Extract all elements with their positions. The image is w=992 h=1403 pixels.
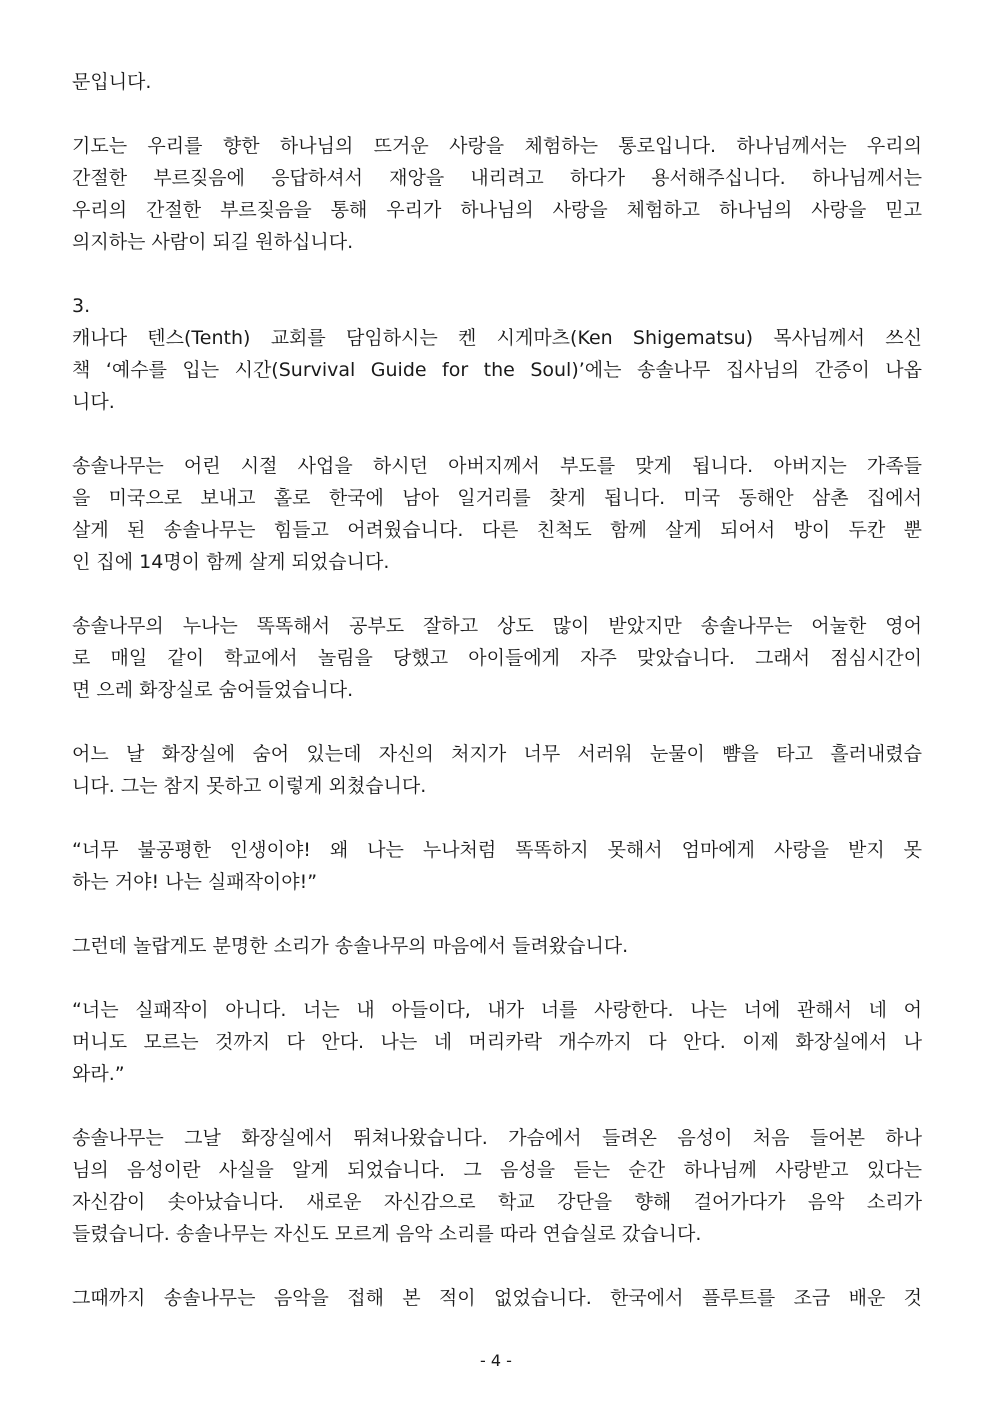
text-line: 면 으레 화장실로 숨어들었습니다. — [72, 679, 354, 701]
paragraph-gap — [72, 1090, 922, 1122]
text-line: 캐나다 텐스(Tenth) 교회를 담임하시는 켄 시게마츠(Ken Shigematsu) 목사님께서 쓰신 — [72, 327, 922, 349]
paragraph — [72, 130, 922, 258]
paragraph — [72, 834, 922, 898]
paragraph — [72, 1122, 922, 1250]
paragraph-gap — [72, 898, 922, 930]
paragraph-gap — [72, 962, 922, 994]
text-line: 송솔나무는 그날 화장실에서 뛰쳐나왔습니다. 가슴에서 들려온 음성이 처음 들어본 하나 — [72, 1127, 922, 1149]
text-line: 기도는 우리를 향한 하나님의 뜨거운 사랑을 체험하는 통로입니다. 하나님께서는 우리의 — [72, 135, 922, 157]
text-line: 그런데 놀랍게도 분명한 소리가 송솔나무의 마음에서 들려왔습니다. — [72, 935, 629, 957]
text-line: 니다. — [72, 391, 115, 413]
paragraph — [72, 1282, 922, 1314]
paragraph — [72, 738, 922, 802]
text-line: 의지하는 사람이 되길 원하십니다. — [72, 231, 354, 253]
document-body — [72, 66, 922, 1314]
text-line: 자신감이 솟아났습니다. 새로운 자신감으로 학교 강단을 향해 걸어가다가 음악 소리가 — [72, 1191, 922, 1213]
paragraph-gap — [72, 258, 922, 290]
paragraph-gap — [72, 98, 922, 130]
page-number: - 4 - — [480, 1351, 512, 1370]
paragraph-gap — [72, 418, 922, 450]
paragraph — [72, 450, 922, 578]
text-line: 책 ‘예수를 입는 시간(Survival Guide for the Soul)’에는 송솔나무 집사님의 간증이 나옵 — [72, 359, 922, 381]
text-line: 3. — [72, 295, 91, 317]
paragraph-gap — [72, 578, 922, 610]
paragraph — [72, 290, 922, 418]
paragraph-gap — [72, 802, 922, 834]
text-line: 문입니다. — [72, 71, 152, 93]
text-line: 와라.” — [72, 1063, 125, 1085]
text-line: 어느 날 화장실에 숨어 있는데 자신의 처지가 너무 서러워 눈물이 뺨을 타고 흘러내렸습 — [72, 743, 922, 765]
text-line: 님의 음성이란 사실을 알게 되었습니다. 그 음성을 듣는 순간 하나님께 사랑받고 있다는 — [72, 1159, 922, 1181]
text-line: “너무 불공평한 인생이야! 왜 나는 누나처럼 똑똑하지 못해서 엄마에게 사랑을 받지 못 — [72, 839, 922, 861]
text-line: “너는 실패작이 아니다. 너는 내 아들이다, 내가 너를 사랑한다. 나는 너에 관해서 네 어 — [72, 999, 922, 1021]
paragraph-gap — [72, 1250, 922, 1282]
text-line: 간절한 부르짖음에 응답하셔서 재앙을 내리려고 하다가 용서해주십니다. 하나님께서는 — [72, 167, 922, 189]
text-line: 송솔나무의 누나는 똑똑해서 공부도 잘하고 상도 많이 받았지만 송솔나무는 어눌한 영어 — [72, 615, 922, 637]
text-line: 살게 된 송솔나무는 힘들고 어려웠습니다. 다른 친척도 함께 살게 되어서 방이 두칸 뿐 — [72, 519, 922, 541]
text-line: 머니도 모르는 것까지 다 안다. 나는 네 머리카락 개수까지 다 안다. 이제 화장실에서 나 — [72, 1031, 922, 1053]
text-line: 하는 거야! 나는 실패작이야!” — [72, 871, 318, 893]
paragraph — [72, 66, 922, 98]
text-line: 우리의 간절한 부르짖음을 통해 우리가 하나님의 사랑을 체험하고 하나님의 사랑을 믿고 — [72, 199, 922, 221]
text-line: 그때까지 송솔나무는 음악을 접해 본 적이 없었습니다. 한국에서 플루트를 조금 배운 것 — [72, 1287, 922, 1309]
paragraph — [72, 994, 922, 1090]
text-line: 로 매일 같이 학교에서 놀림을 당했고 아이들에게 자주 맞았습니다. 그래서 점심시간이 — [72, 647, 922, 669]
text-line: 들렸습니다. 송솔나무는 자신도 모르게 음악 소리를 따라 연습실로 갔습니다. — [72, 1223, 702, 1245]
text-line: 니다. 그는 참지 못하고 이렇게 외쳤습니다. — [72, 775, 427, 797]
text-line: 인 집에 14명이 함께 살게 되었습니다. — [72, 551, 390, 573]
paragraph — [72, 930, 922, 962]
paragraph — [72, 610, 922, 706]
text-line: 송솔나무는 어린 시절 사업을 하시던 아버지께서 부도를 맞게 됩니다. 아버지는 가족들 — [72, 455, 922, 477]
text-line: 을 미국으로 보내고 홀로 한국에 남아 일거리를 찾게 됩니다. 미국 동해안 삼촌 집에서 — [72, 487, 922, 509]
paragraph-gap — [72, 706, 922, 738]
